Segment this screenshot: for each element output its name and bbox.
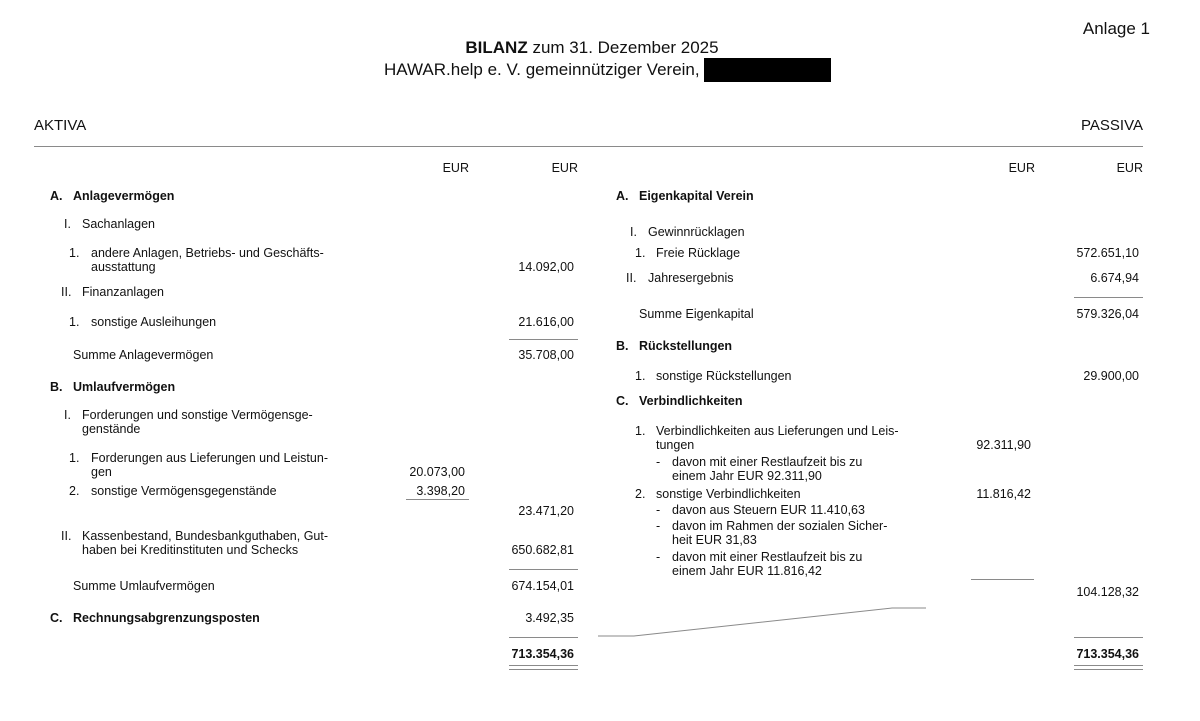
subtotal-rule (1074, 297, 1143, 298)
passiva-c-i1-num: 1. (635, 424, 646, 438)
passiva-col2-header: EUR (1116, 161, 1143, 175)
aktiva-b-i2-num: 2. (69, 484, 80, 498)
passiva-c-i2-text: sonstige Verbindlichkeiten (656, 487, 801, 501)
total-rule (509, 637, 578, 638)
aktiva-label: AKTIVA (34, 117, 87, 134)
passiva-a-i1-num: 1. (635, 246, 646, 260)
passiva-b-i1-num: 1. (635, 369, 646, 383)
passiva-a-i-label: I. (630, 225, 637, 239)
passiva-a-ii-label: II. (626, 271, 637, 285)
passiva-a-i1-text: Freie Rücklage (656, 246, 741, 260)
passiva-a-ii-value: 6.674,94 (1090, 271, 1139, 285)
passiva-c-i2-note3-dash: - (656, 550, 661, 564)
aktiva-c-label: C. (50, 611, 63, 625)
aktiva-b-i-line1: Forderungen und sonstige Vermögensge- (82, 408, 313, 422)
passiva-b-title: Rückstellungen (639, 339, 733, 353)
passiva-c-i2-num: 2. (635, 487, 646, 501)
subtotal-rule (509, 569, 578, 570)
title-date: zum 31. Dezember 2025 (527, 38, 719, 57)
redaction-box (704, 58, 831, 82)
passiva-c-i2-note1: davon aus Steuern EUR 11.410,63 (672, 503, 865, 517)
total-double-rule (1074, 665, 1143, 670)
aktiva-b-ii-line2: haben bei Kreditinstituten und Schecks (82, 543, 299, 557)
passiva-c-i2-note3-line2: einem Jahr EUR 11.816,42 (672, 564, 822, 578)
aktiva-b-sum-value: 674.154,01 (511, 579, 574, 593)
total-double-rule (509, 665, 578, 670)
organization-name: HAWAR.help e. V. gemeinnütziger Verein, (384, 60, 700, 79)
subtotal-rule (971, 579, 1034, 580)
aktiva-b-i1-num: 1. (69, 451, 80, 465)
passiva-c-i2-note2-line1: davon im Rahmen der sozialen Sicher- (672, 519, 888, 533)
passiva-a-title: Eigenkapital Verein (639, 189, 754, 203)
passiva-b-label: B. (616, 339, 629, 353)
passiva-c-i1-note-dash: - (656, 455, 661, 469)
total-rule (1074, 637, 1143, 638)
passiva-c-i2-note1-dash: - (656, 503, 661, 517)
passiva-a-sum-value: 579.326,04 (1076, 307, 1139, 321)
passiva-c-label: C. (616, 394, 629, 408)
aktiva-a-i1-line1: andere Anlagen, Betriebs- und Geschäfts- (91, 246, 324, 260)
aktiva-b-i1-value: 20.073,00 (409, 465, 465, 479)
aktiva-col2-header: EUR (551, 161, 578, 175)
aktiva-a-ii1-num: 1. (69, 315, 80, 329)
aktiva-b-title: Umlaufvermögen (73, 380, 176, 394)
aktiva-a-ii1-text: sonstige Ausleihungen (91, 315, 217, 329)
passiva-c-i1-line2: tungen (656, 438, 695, 452)
aktiva-b-sum-label: Summe Umlaufvermögen (73, 579, 215, 593)
passiva-a-label: A. (616, 189, 629, 203)
aktiva-a-sum-value: 35.708,00 (518, 348, 574, 362)
aktiva-b-i-total: 23.471,20 (518, 504, 574, 518)
aktiva-b-ii-line1: Kassenbestand, Bundesbankguthaben, Gut- (82, 529, 329, 543)
subtotal-rule (509, 339, 578, 340)
aktiva-col1-header: EUR (442, 161, 469, 175)
passiva-a-ii-title: Jahresergebnis (648, 271, 734, 285)
aktiva-a-ii-label: II. (61, 285, 72, 299)
passiva-c-title: Verbindlichkeiten (639, 394, 743, 408)
passiva-col1-header: EUR (1008, 161, 1035, 175)
aktiva-b-i1-line2: gen (91, 465, 112, 479)
aktiva-b-i1-line1: Forderungen aus Lieferungen und Leistun- (91, 451, 328, 465)
passiva-a-sum-label: Summe Eigenkapital (639, 307, 754, 321)
passiva-c-i1-note-line1: davon mit einer Restlaufzeit bis zu (672, 455, 863, 469)
aktiva-c-value: 3.492,35 (525, 611, 574, 625)
passiva-c-total: 104.128,32 (1076, 585, 1139, 599)
aktiva-b-ii-value: 650.682,81 (511, 543, 574, 557)
passiva-label: PASSIVA (1081, 117, 1143, 134)
aktiva-a-i-title: Sachanlagen (82, 217, 155, 231)
annex-label: Anlage 1 (1082, 19, 1150, 38)
aktiva-a-ii1-value: 21.616,00 (518, 315, 574, 329)
aktiva-b-i2-text: sonstige Vermögensgegenstände (91, 484, 277, 498)
passiva-c-i2-value: 11.816,42 (976, 487, 1031, 501)
aktiva-b-i-label: I. (64, 408, 71, 422)
header-divider (34, 146, 1143, 147)
passiva-c-i2-note3-line1: davon mit einer Restlaufzeit bis zu (672, 550, 863, 564)
passiva-b-i1-text: sonstige Rückstellungen (656, 369, 792, 383)
passiva-c-i1-value: 92.311,90 (976, 438, 1031, 452)
passiva-a-i-title: Gewinnrücklagen (648, 225, 745, 239)
aktiva-a-i-label: I. (64, 217, 71, 231)
aktiva-a-ii-title: Finanzanlagen (82, 285, 165, 299)
passiva-c-i1-line1: Verbindlichkeiten aus Lieferungen und Leis- (656, 424, 899, 438)
aktiva-b-label: B. (50, 380, 63, 394)
passiva-c-i2-note2-line2: heit EUR 31,83 (672, 533, 757, 547)
passiva-a-i1-value: 572.651,10 (1076, 246, 1139, 260)
title-bold: BILANZ (465, 38, 528, 57)
aktiva-a-i1-line2: ausstattung (91, 260, 156, 274)
aktiva-b-i-line2: genstände (82, 422, 141, 436)
aktiva-b-i2-value: 3.398,20 (416, 484, 465, 498)
aktiva-c-title: Rechnungsabgrenzungsposten (73, 611, 260, 625)
aktiva-a-i1-value: 14.092,00 (518, 260, 574, 274)
aktiva-a-i1-num: 1. (69, 246, 80, 260)
aktiva-total: 713.354,36 (511, 647, 574, 661)
document-title (0, 38, 1184, 58)
cancellation-line (598, 605, 928, 640)
passiva-c-i1-note-line2: einem Jahr EUR 92.311,90 (672, 469, 822, 483)
passiva-c-i2-note2-dash: - (656, 519, 661, 533)
passiva-b-i1-value: 29.900,00 (1083, 369, 1139, 383)
aktiva-a-label: A. (50, 189, 63, 203)
aktiva-a-title: Anlagevermögen (73, 189, 175, 203)
subtotal-rule (406, 499, 469, 500)
aktiva-a-sum-label: Summe Anlagevermögen (73, 348, 214, 362)
aktiva-b-ii-label: II. (61, 529, 72, 543)
passiva-total: 713.354,36 (1076, 647, 1139, 661)
